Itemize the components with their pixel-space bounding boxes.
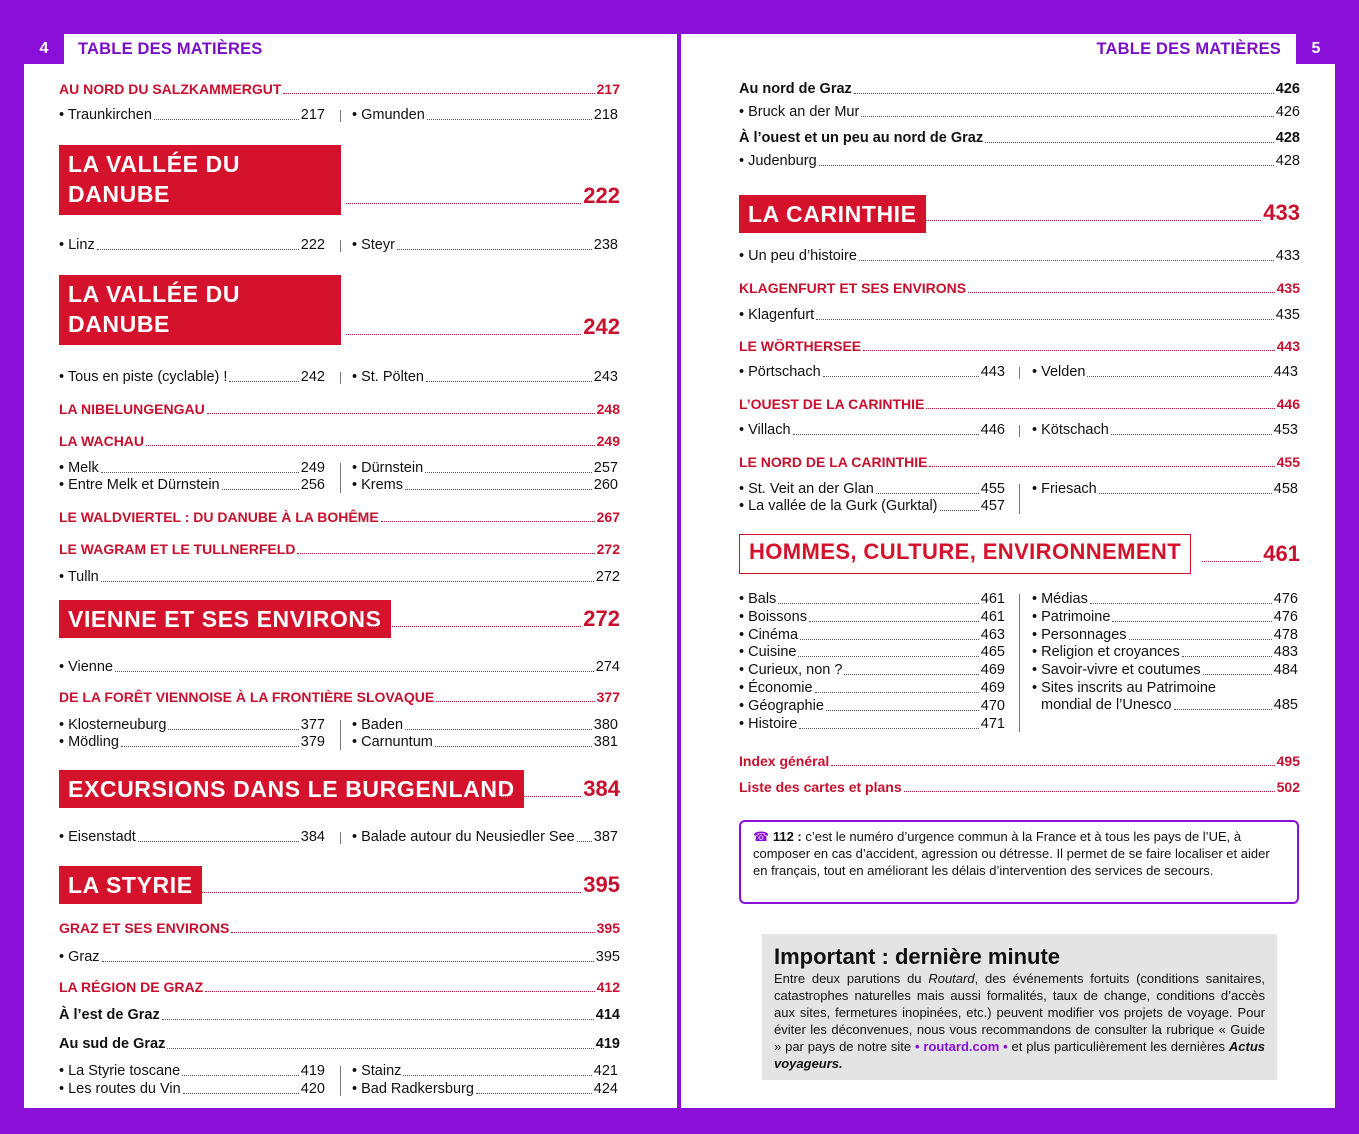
chapter-page-hommes [1200,541,1300,567]
text-segment: Actus voyageurs. [774,1039,1265,1071]
column-divider [1019,594,1020,732]
entry-label: • Villach [739,422,791,438]
toc-entry-kotschach[interactable] [1032,421,1298,439]
entry-page: 465 [980,644,1005,661]
chapter-page-number: 433 [1263,200,1300,225]
toc-entry-bruck[interactable] [739,103,1300,121]
entry-page: 443 [1276,338,1300,354]
toc-entry-culture[interactable] [739,590,1005,608]
entry-label: LA RÉGION DE GRAZ [59,979,204,995]
chapter-banner-hommes[interactable]: HOMMES, CULTURE, ENVIRONNEMENT [739,534,1191,574]
page-number-left: 4 [24,34,64,64]
entry-page: 469 [980,680,1005,696]
entry-page: 463 [980,626,1005,643]
entry-label: • Balade autour du Neusiedler See [352,829,575,845]
toc-entry-foret[interactable] [59,688,620,706]
entry-page: 424 [593,1081,618,1097]
toc-entry-tulln[interactable] [59,568,620,586]
toc-entry-culture[interactable] [739,679,1005,697]
entry-page: 435 [1276,280,1300,296]
entry-label: • Géographie [739,697,824,714]
toc-entry-nibelungengau[interactable] [59,400,620,418]
entry-label: • Cinéma [739,626,799,643]
column-divider [340,720,341,750]
toc-entry-velden[interactable] [1032,363,1298,381]
toc-entry-judenburg[interactable] [739,152,1300,170]
entry-page: 260 [593,477,618,493]
banner-line: EN HAUTE-AUTRICHE [68,211,323,237]
entry-label: • Traunkirchen [59,107,152,123]
toc-entry-culture[interactable] [739,608,1005,626]
toc-entry-culture[interactable] [739,697,1005,715]
entry-label: • Graz [59,949,100,965]
entry-page: 217 [300,107,325,123]
entry-label: • Bals [739,591,777,607]
entry-label: LE WAGRAM ET LE TULLNERFELD [59,541,296,557]
entry-label: • Mödling [59,734,119,750]
toc-entry-modling[interactable] [59,733,325,751]
entry-label: • Bad Radkersburg [352,1081,474,1097]
toc-entry-polten[interactable] [352,368,618,386]
entry-label: • Stainz [352,1063,402,1079]
entry-page: 412 [596,979,620,995]
entry-page: 443 [980,364,1005,380]
chapter-page-number: 461 [1263,541,1300,566]
entry-label: À l’est de Graz [59,1007,160,1023]
column-divider [340,372,341,384]
toc-entry-portschach[interactable] [739,363,1005,381]
entry-page: 471 [980,715,1005,732]
entry-page: 218 [593,107,618,123]
entry-label: • Histoire [739,715,798,732]
entry-page: 476 [1273,591,1298,607]
toc-entry-ouest-graz[interactable] [739,129,1300,147]
column-divider [340,240,341,252]
entry-label: • Eisenstadt [59,829,136,845]
toc-entry-sud-graz[interactable] [59,1035,620,1053]
entry-page: 443 [1273,364,1298,380]
column-divider [1019,425,1020,437]
chapter-page-styrie [192,872,620,898]
toc-entry-veit[interactable] [739,480,1005,498]
entry-label: • La Styrie toscane [59,1063,181,1079]
entry-page: 433 [1275,248,1300,264]
toc-entry-culture[interactable] [739,643,1005,661]
entry-page: 435 [1275,307,1300,323]
entry-page: 457 [980,498,1005,514]
entry-label: LA WACHAU [59,433,145,449]
entry-page: 217 [596,81,620,97]
toc-entry-est-graz[interactable] [59,1006,620,1024]
entry-label: • Carnuntum [352,734,433,750]
entry-label: Liste des cartes et plans [739,779,902,795]
entry-label: KLAGENFURT ET SES ENVIRONS [739,280,967,296]
banner-line: EN BASSE-AUTRICHE [68,341,323,367]
toc-entry-culture[interactable] [1032,626,1298,644]
text-segment: , des événements fortuits (conditions sanitaires, catastrophes naturelles mais aussi formalités, taux de change, conditions d’accès aux sites, fermetures inopinées, etc.) peuvent modifier vos projets de voyage. Pour éviter les déconvenues, nous vous recommandons de consulter la rubrique « Guide » par pays de notre site [774,971,1265,1054]
entry-page: 243 [593,369,618,385]
entry-label: Au nord de Graz [739,81,852,97]
entry-label: • Vienne [59,659,113,675]
toc-entry-culture[interactable] [739,661,1005,679]
routard-link[interactable]: • routard.com • [915,1039,1008,1054]
entry-label: • Tous en piste (cyclable) ! [59,369,228,385]
toc-entry-neusiedler[interactable] [352,828,618,846]
column-divider [340,832,341,844]
entry-page: 455 [1276,454,1300,470]
entry-label: À l’ouest et un peu au nord de Graz [739,130,984,146]
entry-page: 428 [1275,130,1300,146]
chapter-banner-vienne[interactable]: VIENNE ET SES ENVIRONS [59,600,391,638]
important-text [774,970,1265,1072]
toc-entry-friesach[interactable] [1032,480,1298,498]
entry-label: Index général [739,753,830,769]
toc-entry-gurk[interactable] [739,497,1005,515]
entry-page: 222 [300,237,325,253]
entry-page: 242 [300,369,325,385]
entry-label: • Curieux, non ? [739,662,843,679]
entry-page: 238 [593,237,618,253]
entry-label: • Savoir-vivre et coutumes [1032,662,1201,679]
entry-label: • Sites inscrits au Patrimoine [1032,680,1216,696]
entry-page: 478 [1273,626,1298,643]
entry-label: • Melk [59,460,99,476]
chapter-banner-carinthie[interactable]: LA CARINTHIE [739,195,926,233]
toc-entry-entre-melk[interactable] [59,476,325,494]
entry-page: 249 [300,460,325,476]
entry-label: • Personnages [1032,626,1127,643]
entry-page: 455 [980,481,1005,497]
chapter-page-number: 222 [583,183,620,208]
banner-line: LA VALLÉE DU DANUBE [68,281,241,337]
entry-page: 272 [595,569,620,585]
entry-page: 484 [1273,662,1298,679]
entry-page: 267 [596,509,620,525]
entry-label: Au sud de Graz [59,1036,166,1052]
chapter-page-carinthie [916,200,1300,226]
entry-page: 257 [593,460,618,476]
entry-label: • Kötschach [1032,422,1109,438]
toc-entry-styrie-toscane[interactable] [59,1062,325,1080]
toc-entry-histoire-carinthie[interactable] [739,247,1300,265]
entry-page: 421 [593,1063,618,1079]
chapter-page-number: 242 [583,314,620,339]
chapter-page-burgenland [497,776,620,802]
entry-page: 249 [596,433,620,449]
entry-label: • Velden [1032,364,1086,380]
toc-entry-graz[interactable] [59,948,620,966]
entry-page: 380 [593,717,618,733]
chapter-banner-burgenland[interactable]: EXCURSIONS DANS LE BURGENLAND [59,770,524,808]
toc-entry-culture[interactable] [1032,608,1298,626]
entry-label: • Un peu d’histoire [739,248,857,264]
entry-label: GRAZ ET SES ENVIRONS [59,920,230,936]
entry-page: 476 [1273,608,1298,625]
toc-entry-klosterneuburg[interactable] [59,716,325,734]
toc-entry-melk[interactable] [59,459,325,477]
entry-label: LE WALDVIERTEL : DU DANUBE À LA BOHÊME [59,509,379,525]
toc-entry-baden[interactable] [352,716,618,734]
entry-label: • Linz [59,237,95,253]
entry-label: L’OUEST DE LA CARINTHIE [739,396,925,412]
toc-entry-culture[interactable] [1032,590,1298,608]
entry-label: • Boissons [739,608,807,625]
toc-entry-waldviertel[interactable] [59,508,620,526]
toc-entry-unesco[interactable] [1041,696,1298,714]
entry-page: 419 [595,1036,620,1052]
page-number-right: 5 [1296,34,1336,64]
toc-entry-graz-env[interactable] [59,919,620,937]
toc-entry-vienne[interactable] [59,658,620,676]
entry-label: • Dürnstein [352,460,424,476]
toc-entry-nord-graz[interactable] [739,80,1300,98]
toc-entry-carnuntum[interactable] [352,733,618,751]
emergency-text: c’est le numéro d’urgence commun à la France et à tous les pays de l’UE, à composer en cas d’accident, agression ou détresse. Il permet de se faire localiser et aider en français, tout en améliorant les délais d’intervention des services de secours. [753,829,1270,878]
toc-entry-linz[interactable] [59,236,325,254]
toc-entry-culture[interactable] [1032,661,1298,679]
entry-label: • Patrimoine [1032,608,1111,625]
entry-label: • Tulln [59,569,99,585]
entry-label: • Les routes du Vin [59,1081,181,1097]
chapter-page-number: 384 [583,776,620,801]
running-head-left: TABLE DES MATIÈRES [78,40,263,58]
entry-page: 248 [596,401,620,417]
toc-entry-wachau[interactable] [59,432,620,450]
toc-entry-nord-carinthie[interactable] [739,453,1300,471]
text-segment: Entre deux parutions du [774,971,929,986]
entry-label: • La vallée de la Gurk (Gurktal) [739,498,938,514]
toc-entry-salzkammergut[interactable] [59,80,620,98]
entry-label: • Pörtschach [739,364,821,380]
emergency-number: 112 : [772,829,802,844]
toc-entry-klagenfurt-env[interactable] [739,279,1300,297]
column-divider [1019,367,1020,379]
entry-page: 426 [1275,104,1300,120]
entry-label: AU NORD DU SALZKAMMERGUT [59,81,282,97]
banner-line: LA VALLÉE DU DANUBE [68,151,241,207]
toc-entry-index[interactable] [739,752,1300,770]
entry-label: • Steyr [352,237,395,253]
toc-entry-wagram[interactable] [59,540,620,558]
text-segment: et plus particulièrement les dernières [1007,1039,1229,1054]
entry-page: 377 [300,717,325,733]
column-divider [340,110,341,122]
toc-entry-cartes[interactable] [739,778,1300,796]
entry-label: • Klagenfurt [739,307,815,323]
toc-entry-unesco-line1[interactable] [1032,679,1298,697]
chapter-banner-styrie[interactable]: LA STYRIE [59,866,202,904]
entry-page: 446 [980,422,1005,438]
entry-page: 395 [595,949,620,965]
chapter-page-number: 395 [583,872,620,897]
entry-label: • Médias [1032,591,1088,607]
entry-label: • Judenburg [739,153,817,169]
entry-label: • Baden [352,717,404,733]
important-title: Important : dernière minute [774,944,1061,969]
toc-entry-region-graz[interactable] [59,978,620,996]
toc-entry-stainz[interactable] [352,1062,618,1080]
entry-page: 502 [1276,779,1300,795]
entry-label: LE NORD DE LA CARINTHIE [739,454,928,470]
entry-page: 483 [1273,644,1298,661]
entry-page: 446 [1276,396,1300,412]
entry-label: LE WÖRTHERSEE [739,338,862,354]
toc-entry-steyr[interactable] [352,236,618,254]
entry-label: • Friesach [1032,481,1097,497]
entry-page: 395 [596,920,620,936]
entry-page: 461 [980,591,1005,607]
entry-page: 381 [593,734,618,750]
column-divider [340,1066,341,1096]
entry-page: 453 [1273,422,1298,438]
toc-entry-routes-vin[interactable] [59,1080,325,1098]
chapter-page-number: 272 [583,606,620,631]
entry-page: 377 [596,689,620,705]
chapter-page-vienne [368,606,620,632]
entry-page: 274 [595,659,620,675]
chapter-page-danube-basse [344,314,620,340]
chapter-page-danube-haute [344,183,620,209]
entry-page: 420 [300,1081,325,1097]
toc-entry-worthersee[interactable] [739,337,1300,355]
toc-entry-krems[interactable] [352,476,618,494]
entry-page: 426 [1275,81,1300,97]
entry-page: 461 [980,608,1005,625]
column-divider [340,463,341,493]
toc-entry-culture[interactable] [739,626,1005,644]
entry-label: • St. Veit an der Glan [739,481,874,497]
entry-label: • Klosterneuburg [59,717,167,733]
entry-page: 469 [980,662,1005,679]
entry-label: • Religion et croyances [1032,644,1180,661]
toc-entry-gmunden[interactable] [352,106,618,124]
toc-entry-villach[interactable] [739,421,1005,439]
entry-label: LA NIBELUNGENGAU [59,401,205,417]
entry-page: 428 [1275,153,1300,169]
toc-entry-culture[interactable] [1032,643,1298,661]
toc-entry-eisenstadt[interactable] [59,828,325,846]
entry-page: 419 [300,1063,325,1079]
entry-label: DE LA FORÊT VIENNOISE À LA FRONTIÈRE SLOVAQUE [59,689,435,705]
emergency-info-box [739,820,1299,904]
entry-page: 256 [300,477,325,493]
toc-entry-culture[interactable] [739,715,1005,733]
chapter-banner-danube-basse[interactable] [59,275,341,367]
entry-page: 384 [300,829,325,845]
entry-page: 379 [300,734,325,750]
entry-label: • Gmunden [352,107,425,123]
toc-entry-radkersburg[interactable] [352,1080,618,1098]
entry-page: 414 [595,1007,620,1023]
entry-label: • Bruck an der Mur [739,104,860,120]
entry-label: • Krems [352,477,403,493]
phone-icon: ☎ [753,829,770,844]
entry-page: 458 [1273,481,1298,497]
entry-page: 387 [593,829,618,845]
toc-entry-klagenfurt[interactable] [739,306,1300,324]
text-segment: Routard [928,971,975,986]
toc-entry-traunkirchen[interactable] [59,106,325,124]
entry-label: mondial de l’Unesco [1041,697,1172,713]
chapter-banner-danube-haute[interactable] [59,145,341,237]
entry-label: • Cuisine [739,644,797,661]
entry-label: • Économie [739,680,813,696]
entry-page: 470 [980,697,1005,714]
entry-label: • St. Pölten [352,369,424,385]
column-divider [1019,484,1020,514]
entry-page: 495 [1276,753,1300,769]
entry-label: • Entre Melk et Dürnstein [59,477,220,493]
toc-entry-piste[interactable] [59,368,325,386]
running-head-right: TABLE DES MATIÈRES [1096,40,1281,58]
entry-page: 485 [1273,697,1298,713]
toc-entry-ouest-carinthie[interactable] [739,395,1300,413]
important-notice-box [762,934,1277,1080]
toc-entry-durnstein[interactable] [352,459,618,477]
entry-page: 272 [596,541,620,557]
